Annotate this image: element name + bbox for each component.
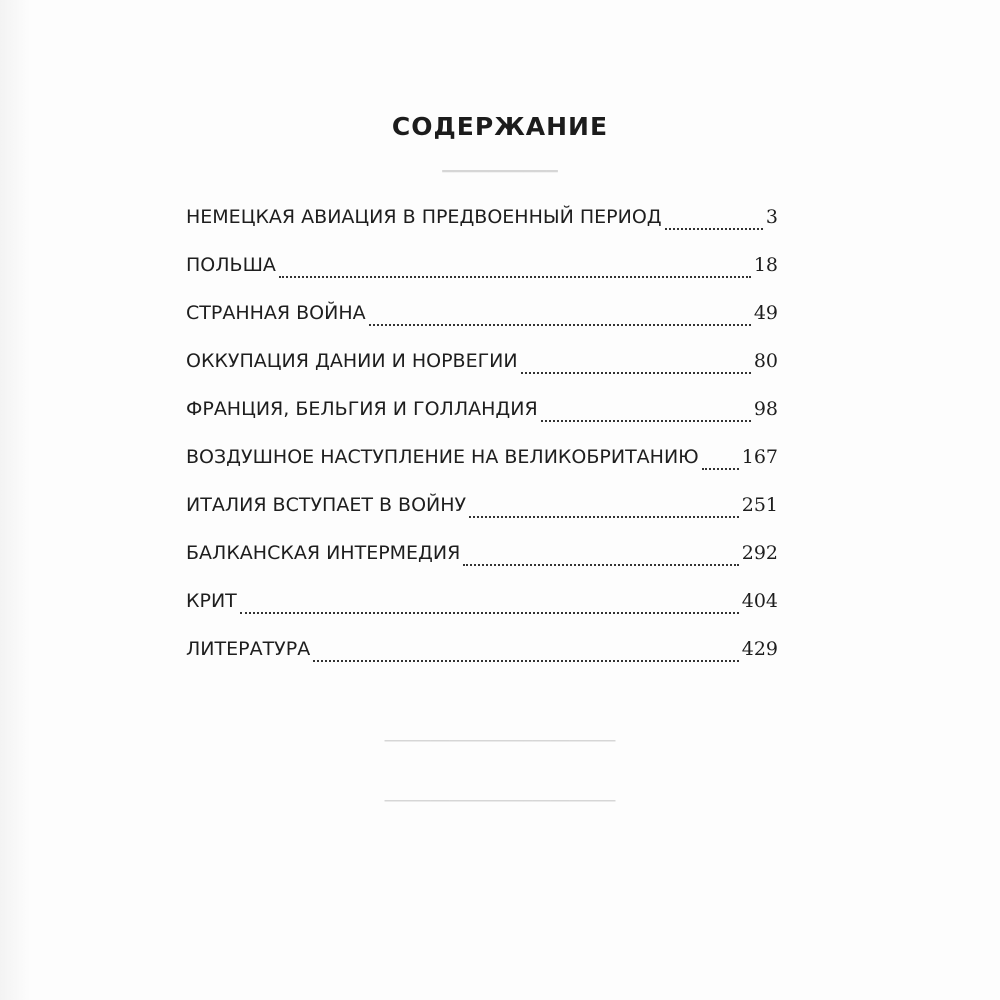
toc-entry[interactable] — [186, 590, 778, 620]
toc-entry-label: ВОЗДУШНОЕ НАСТУПЛЕНИЕ НА ВЕЛИКОБРИТАНИЮ — [186, 446, 699, 468]
toc-entry-page: 18 — [753, 254, 778, 276]
toc-entry-label: ЛИТЕРАТУРА — [186, 638, 311, 660]
dot-leader — [521, 372, 751, 374]
dot-leader — [369, 324, 751, 326]
toc-entry-page: 98 — [753, 398, 778, 420]
bleed-through-text: ▔▔▔▔▔▔▔▔▔▔▔▔▔▔▔▔▔▔▔▔▔▔▔▔▔ — [384, 800, 616, 814]
page-edge-shadow — [0, 0, 30, 1000]
toc-entry[interactable] — [186, 206, 778, 236]
dot-leader — [665, 228, 763, 230]
toc-entry-label: ФРАНЦИЯ, БЕЛЬГИЯ И ГОЛЛАНДИЯ — [186, 398, 538, 420]
toc-entry[interactable] — [186, 542, 778, 572]
toc-entry-label: БАЛКАНСКАЯ ИНТЕРМЕДИЯ — [186, 542, 461, 564]
toc-entry[interactable] — [186, 638, 778, 668]
dot-leader — [702, 468, 739, 470]
bleed-through-text: ▔▔▔▔▔▔▔▔▔▔ — [442, 172, 558, 188]
toc-entry-page: 80 — [753, 350, 778, 372]
bleed-through-text: ▔▔▔▔▔▔▔▔▔▔▔▔▔▔▔▔▔▔▔▔▔▔▔▔▔ — [384, 740, 616, 754]
toc-entry[interactable] — [186, 446, 778, 476]
toc-entry-page: 3 — [765, 206, 778, 228]
toc-entry-label: НЕМЕЦКАЯ АВИАЦИЯ В ПРЕДВОЕННЫЙ ПЕРИОД — [186, 206, 662, 228]
toc-entry-page: 292 — [741, 542, 778, 564]
toc-entry[interactable] — [186, 494, 778, 524]
toc-entry-page: 167 — [741, 446, 778, 468]
toc-entry-label: ПОЛЬША — [186, 254, 276, 276]
dot-leader — [469, 516, 739, 518]
toc-entry-label: КРИТ — [186, 590, 237, 612]
toc-entry-page: 49 — [753, 302, 778, 324]
toc-entry[interactable] — [186, 302, 778, 332]
dot-leader — [240, 612, 739, 614]
dot-leader — [541, 420, 751, 422]
toc-entry-page: 429 — [741, 638, 778, 660]
toc-entry[interactable] — [186, 350, 778, 380]
toc-entry-label: СТРАННАЯ ВОЙНА — [186, 302, 366, 324]
toc-entry[interactable] — [186, 398, 778, 428]
dot-leader — [463, 564, 738, 566]
toc-entry-label: ОККУПАЦИЯ ДАНИИ И НОРВЕГИИ — [186, 350, 518, 372]
dot-leader — [313, 660, 739, 662]
toc-entry-page: 251 — [741, 494, 778, 516]
toc-entry[interactable] — [186, 254, 778, 284]
toc-entry-page: 404 — [741, 590, 778, 612]
toc-entry-label: ИТАЛИЯ ВСТУПАЕТ В ВОЙНУ — [186, 494, 467, 516]
dot-leader — [279, 276, 751, 278]
page-title: СОДЕРЖАНИЕ — [391, 112, 609, 141]
